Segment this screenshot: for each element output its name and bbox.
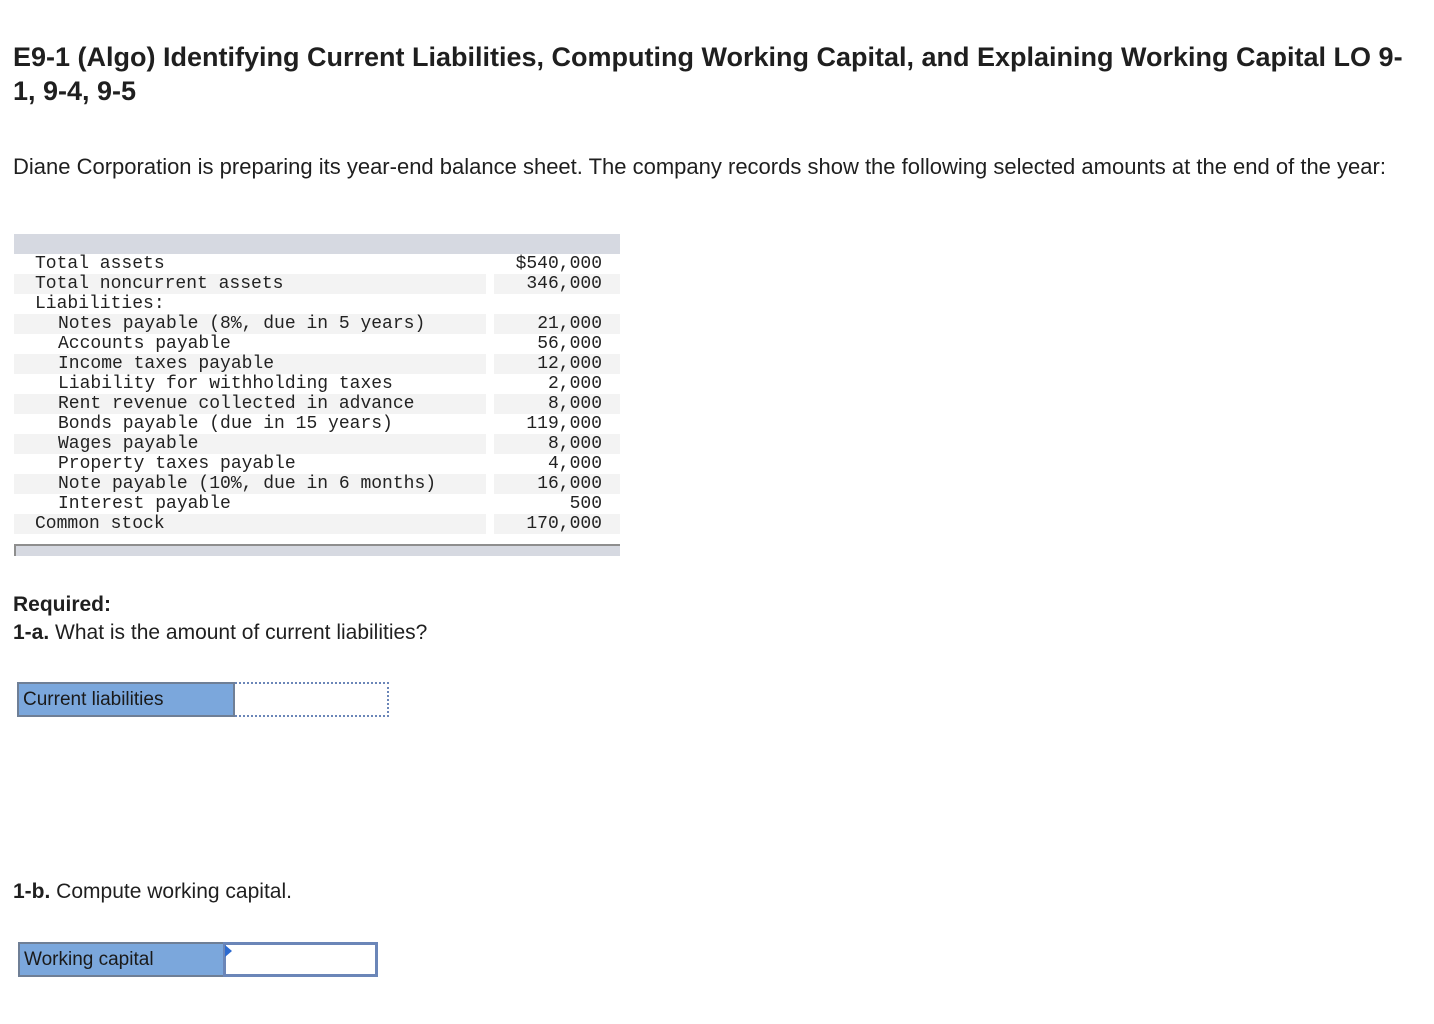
row-amount-cell bbox=[494, 294, 620, 314]
row-label: Accounts payable bbox=[58, 334, 231, 354]
table-row bbox=[14, 314, 620, 334]
active-cell-flag-icon bbox=[225, 945, 232, 957]
row-amount: 16,000 bbox=[537, 474, 602, 494]
row-label-cell bbox=[14, 414, 486, 434]
row-amount-cell bbox=[494, 354, 620, 374]
row-label-cell bbox=[14, 334, 486, 354]
footer-notch bbox=[14, 546, 16, 556]
row-amount-cell bbox=[494, 414, 620, 434]
row-amount: 8,000 bbox=[547, 434, 602, 454]
row-label-cell bbox=[14, 394, 486, 414]
row-amount-cell bbox=[494, 454, 620, 474]
table-row bbox=[14, 374, 620, 394]
table-row bbox=[14, 434, 620, 454]
table-row bbox=[14, 354, 620, 374]
row-amount-cell bbox=[494, 314, 620, 334]
row-label: Interest payable bbox=[58, 494, 231, 514]
row-label: Liabilities: bbox=[35, 294, 165, 314]
row-amount: 8,000 bbox=[547, 394, 602, 414]
row-label: Total noncurrent assets bbox=[35, 274, 284, 294]
row-label: Wages payable bbox=[58, 434, 199, 454]
current-liabilities-label: Current liabilities bbox=[17, 682, 235, 717]
problem-description: Diane Corporation is preparing its year-end balance sheet. The company records show the following selected amounts at the end of the year: bbox=[13, 154, 1386, 179]
row-label-cell bbox=[14, 294, 486, 314]
row-amount-cell bbox=[494, 334, 620, 354]
row-amount-cell bbox=[494, 474, 620, 494]
table-row bbox=[14, 394, 620, 414]
row-amount: 56,000 bbox=[537, 334, 602, 354]
row-amount: $540,000 bbox=[515, 254, 602, 274]
question-1b-number: 1-b. bbox=[13, 880, 51, 903]
row-label: Income taxes payable bbox=[58, 354, 275, 374]
row-label-cell bbox=[14, 314, 486, 334]
row-label-cell bbox=[14, 274, 486, 294]
table-row bbox=[14, 494, 620, 514]
row-label-cell bbox=[14, 494, 486, 514]
row-amount: 500 bbox=[569, 494, 602, 514]
row-label: Property taxes payable bbox=[58, 454, 296, 474]
table-row bbox=[14, 334, 620, 354]
row-amount: 4,000 bbox=[547, 454, 602, 474]
row-label: Liability for withholding taxes bbox=[58, 374, 393, 394]
row-label-cell bbox=[14, 354, 486, 374]
row-label: Bonds payable (due in 15 years) bbox=[58, 414, 393, 434]
row-label-cell bbox=[14, 434, 486, 454]
row-label: Total assets bbox=[35, 254, 165, 274]
page-title: E9-1 (Algo) Identifying Current Liabilities, Computing Working Capital, and Explaining Working Capital LO 9-1, 9-4, 9-5 bbox=[13, 42, 1403, 106]
current-liabilities-input[interactable] bbox=[235, 682, 389, 717]
table-row bbox=[14, 254, 620, 274]
working-capital-answer bbox=[18, 942, 378, 977]
row-amount-cell bbox=[494, 494, 620, 514]
question-1a-text: What is the amount of current liabilities? bbox=[49, 621, 428, 644]
row-label: Note payable (10%, due in 6 months) bbox=[58, 474, 437, 494]
row-amount: 12,000 bbox=[537, 354, 602, 374]
row-label-cell bbox=[14, 454, 486, 474]
row-amount-cell bbox=[494, 394, 620, 414]
row-label-cell bbox=[14, 374, 486, 394]
row-amount: 2,000 bbox=[547, 374, 602, 394]
row-amount-cell bbox=[494, 514, 620, 534]
question-1b bbox=[13, 879, 292, 905]
required-heading: Required: bbox=[13, 593, 112, 616]
row-amount-cell bbox=[494, 274, 620, 294]
row-label-cell bbox=[14, 514, 486, 534]
table-row bbox=[14, 474, 620, 494]
row-amount: 21,000 bbox=[537, 314, 602, 334]
balance-data-table bbox=[14, 234, 620, 556]
table-row bbox=[14, 294, 620, 314]
table-row bbox=[14, 274, 620, 294]
table-row bbox=[14, 514, 620, 534]
question-1a bbox=[13, 620, 427, 646]
table-row bbox=[14, 414, 620, 434]
working-capital-label: Working capital bbox=[18, 942, 225, 977]
question-1b-text: Compute working capital. bbox=[50, 880, 292, 903]
table-footer-bar bbox=[14, 544, 620, 556]
row-amount-cell bbox=[494, 254, 620, 274]
question-1a-number: 1-a. bbox=[13, 621, 50, 644]
row-label: Rent revenue collected in advance bbox=[58, 394, 415, 414]
table-rows bbox=[14, 254, 620, 534]
row-label-cell bbox=[14, 474, 486, 494]
row-label: Notes payable (8%, due in 5 years) bbox=[58, 314, 426, 334]
row-label-cell bbox=[14, 254, 486, 274]
row-amount: 170,000 bbox=[526, 514, 602, 534]
row-amount: 346,000 bbox=[526, 274, 602, 294]
working-capital-input[interactable] bbox=[223, 942, 378, 977]
current-liabilities-answer bbox=[17, 682, 389, 717]
row-label: Common stock bbox=[35, 514, 165, 534]
table-row bbox=[14, 454, 620, 474]
row-amount: 119,000 bbox=[526, 414, 602, 434]
row-amount-cell bbox=[494, 434, 620, 454]
table-header-bar bbox=[14, 234, 620, 254]
row-amount-cell bbox=[494, 374, 620, 394]
